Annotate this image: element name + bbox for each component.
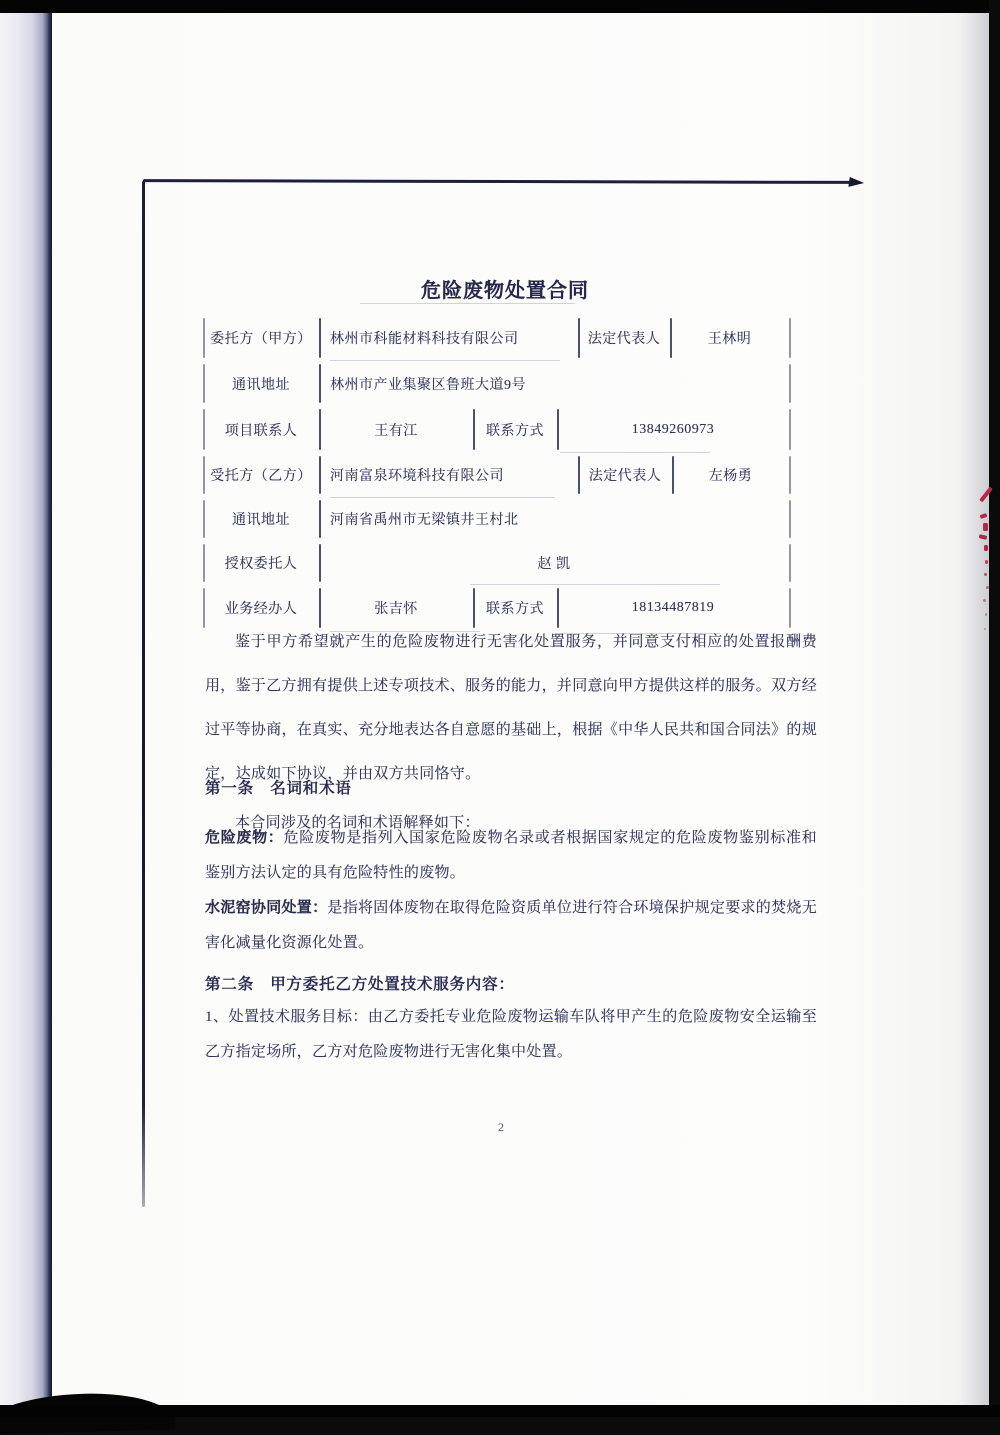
row-label: 委托方（甲方） (210, 332, 312, 347)
faint-table-line (360, 303, 575, 304)
table-row (203, 497, 790, 541)
table-row (203, 406, 790, 453)
table-row (203, 541, 790, 585)
authorized-agent-name: 赵 凯 (537, 557, 571, 572)
scanner-bottom-band (0, 1405, 1000, 1417)
row-label: 法定代表人 (587, 332, 661, 347)
copy-frame-corner-mark (848, 177, 864, 189)
row-label: 通讯地址 (232, 377, 290, 393)
book-binding-edge (0, 13, 52, 1407)
legal-representative-name: 王林明 (707, 332, 752, 347)
term-text: 危险废物是指列入国家危险废物名录或者根据国家规定的危险废物鉴别标准和鉴别方法认定的具有危险特性的废物。 (205, 830, 817, 881)
company-name: 河南富泉环境科技有限公司 (330, 469, 504, 484)
handler-name: 张吉怀 (374, 602, 418, 617)
row-label: 项目联系人 (224, 423, 298, 439)
red-mark (986, 586, 989, 589)
red-mark (983, 523, 988, 531)
address-value: 林州市产业集聚区鲁班大道9号 (330, 377, 526, 393)
contract-title: 危险废物处置合同 (421, 280, 589, 302)
row-label: 通讯地址 (232, 513, 290, 528)
section-1-intro: 本合同涉及的名词和术语解释如下： (235, 815, 480, 831)
company-name: 林州市科能材料科技有限公司 (330, 332, 519, 347)
row-label: 授权委托人 (224, 557, 298, 572)
red-mark (984, 573, 987, 576)
row-label: 业务经办人 (224, 602, 298, 617)
legal-representative-name: 左杨勇 (708, 469, 753, 484)
table-divider (789, 318, 791, 358)
contact-name: 王有江 (374, 423, 418, 439)
section-2-heading: 第二条 甲方委托乙方处置技术服务内容： (205, 976, 515, 993)
row-label: 联系方式 (486, 602, 544, 617)
term-definition (205, 821, 817, 891)
table-divider (789, 544, 791, 582)
term-definition (205, 891, 817, 961)
copy-frame-left-line (142, 181, 145, 1207)
red-mark (984, 545, 988, 551)
table-divider (789, 456, 791, 494)
term-text: 是指将固体废物在取得危险资质单位进行符合环境保护规定要求的焚烧无害化减量化资源化处置。 (205, 900, 818, 951)
red-mark (985, 613, 987, 616)
scanner-top-band (0, 0, 1000, 14)
row-label: 受托方（乙方） (210, 469, 312, 484)
page-number: 2 (498, 1120, 504, 1134)
red-mark (984, 628, 986, 630)
table-divider (789, 409, 791, 450)
section-2-item: 1、处置技术服务目标：由乙方委托专业危险废物运输车队将甲产生的危险废物安全运输至乙方指定场所，乙方对危险废物进行无害化集中处置。 (205, 1009, 817, 1060)
table-row (203, 315, 790, 361)
table-row (203, 361, 790, 406)
preamble-paragraph: 鉴于甲方希望就产生的危险废物进行无害化处置服务，并同意支付相应的处置报酬费用，鉴于乙方拥有提供上述专项技术、服务的能力，并同意向甲方提供这样的服务。双方经过平等协商，在真实、充分地表达各自意愿的基础上，根据《中华人民共和国合同法》的规定，达成如下协议，并由双方共同恪守。 (205, 634, 818, 782)
red-mark (983, 599, 986, 602)
term-name: 水泥窑协同处置： (205, 900, 328, 916)
address-value: 河南省禹州市无梁镇井王村北 (330, 513, 519, 528)
row-label: 联系方式 (486, 423, 544, 439)
phone-number: 13849260973 (631, 421, 715, 437)
section-1-heading: 第一条 名词和术语 (205, 780, 352, 797)
red-mark (985, 560, 988, 564)
scanner-right-band (989, 0, 1000, 1417)
row-label: 法定代表人 (588, 469, 662, 484)
page-right-edge-shadow (960, 13, 989, 1407)
table-row (203, 453, 790, 497)
phone-number: 18134487819 (631, 600, 715, 615)
term-name: 危险废物： (205, 830, 284, 846)
